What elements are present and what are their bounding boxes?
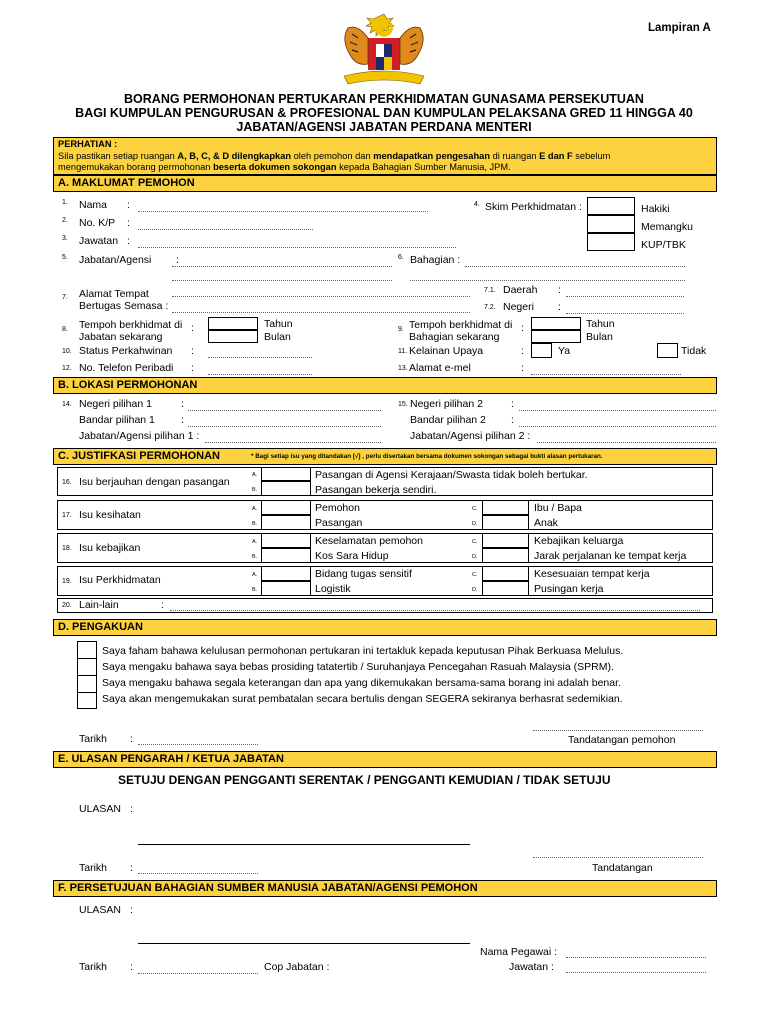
section-c-title: C. JUSTIFKASI PERMOHONAN bbox=[58, 450, 220, 462]
pengakuan-2-text: Saya mengaku bahawa saya bebas prosiding tatatertib / Suruhanjaya Pencegahan Rasuah Malaysia (SPRM). bbox=[102, 661, 614, 673]
kelainan-label: Kelainan Upaya bbox=[409, 345, 484, 357]
isu-19a-text: Bidang tugas sensitif bbox=[315, 568, 412, 580]
isu-16b-text: Pasangan bekerja sendiri. bbox=[315, 484, 437, 496]
tempoh-bahagian-label-1: Tempoh berkhidmat di bbox=[409, 319, 513, 331]
isu-18a-text: Keselamatan pemohon bbox=[315, 535, 423, 547]
tarikh-field[interactable] bbox=[138, 973, 258, 974]
colon: : bbox=[130, 862, 133, 874]
item-number: 17. bbox=[62, 512, 72, 519]
colon: : bbox=[161, 599, 164, 611]
hakiki-label: Hakiki bbox=[641, 203, 670, 215]
form-title-line-1: BORANG PERMOHONAN PERTUKARAN PERKHIDMATAN GUNASAMA PERSEKUTUAN bbox=[124, 92, 644, 106]
kelainan-tidak-checkbox[interactable] bbox=[657, 343, 678, 358]
tempoh-bahagian-label-2: Bahagian sekarang bbox=[409, 331, 500, 343]
isu-16a-text: Pasangan di Agensi Kerajaan/Swasta tidak boleh bertukar. bbox=[315, 469, 588, 481]
item-number: 13. bbox=[398, 365, 408, 372]
section-e-header: E. ULASAN PENGARAH / KETUA JABATAN bbox=[53, 751, 717, 768]
perhatian-heading: PERHATIAN : bbox=[58, 139, 118, 149]
isu-16-label: Isu berjauhan dengan pasangan bbox=[79, 476, 230, 488]
item-number: 2. bbox=[62, 217, 68, 224]
isu-19d-text: Pusingan kerja bbox=[534, 583, 604, 595]
telefon-label: No. Telefon Peribadi bbox=[79, 362, 174, 374]
ulasan-label: ULASAN bbox=[79, 904, 122, 916]
option-letter: C. bbox=[472, 572, 478, 578]
isu-17a-checkbox[interactable] bbox=[261, 500, 311, 515]
isu-18d-checkbox[interactable] bbox=[482, 548, 529, 563]
colon: : bbox=[181, 398, 184, 410]
setuju-options[interactable]: SETUJU DENGAN PENGGANTI SERENTAK / PENGGANTI KEMUDIAN / TIDAK SETUJU bbox=[118, 773, 611, 787]
negeri-pilihan-2-label: Negeri pilihan 2 bbox=[410, 398, 483, 410]
option-letter: C. bbox=[472, 539, 478, 545]
alamat-label-2: Bertugas Semasa : bbox=[79, 300, 169, 312]
pengakuan-4-checkbox[interactable] bbox=[77, 692, 97, 709]
colon: : bbox=[511, 414, 514, 426]
nama-label: Nama bbox=[79, 199, 108, 211]
tarikh-field[interactable] bbox=[138, 744, 258, 745]
kp-field[interactable] bbox=[138, 229, 313, 230]
pengakuan-3-checkbox[interactable] bbox=[77, 675, 97, 693]
kup-checkbox[interactable] bbox=[587, 233, 635, 251]
alamat-field[interactable] bbox=[172, 296, 470, 297]
item-number: 12. bbox=[62, 365, 72, 372]
pengakuan-1-text: Saya faham bahawa kelulusan permohonan pertukaran ini tertakluk kepada keputusan Pihak Berkuasa Melulus. bbox=[102, 645, 624, 657]
colon: : bbox=[127, 199, 130, 211]
alamat-label-1: Alamat Tempat bbox=[79, 288, 149, 300]
signature-label: Tandatangan bbox=[592, 862, 653, 874]
jabatan-pilihan-2-field[interactable] bbox=[537, 442, 716, 443]
jabatan-label: Jabatan/Agensi bbox=[79, 254, 152, 266]
memangku-checkbox[interactable] bbox=[587, 215, 635, 233]
item-number: 11. bbox=[398, 348, 408, 355]
colon: : bbox=[127, 217, 130, 229]
jabatan-pilihan-1-label: Jabatan/Agensi pilihan 1 : bbox=[79, 430, 200, 442]
negeri-pilihan-1-label: Negeri pilihan 1 bbox=[79, 398, 152, 410]
nama-pegawai-field[interactable] bbox=[566, 957, 706, 958]
pengakuan-1-checkbox[interactable] bbox=[77, 641, 97, 659]
kup-label: KUP/TBK bbox=[641, 239, 686, 251]
jabatan-pilihan-1-field[interactable] bbox=[205, 442, 381, 443]
bahagian-field-2[interactable] bbox=[410, 280, 685, 281]
tarikh-field[interactable] bbox=[138, 873, 258, 874]
tempoh-jabatan-label-2: Jabatan sekarang bbox=[79, 331, 163, 343]
colon: : bbox=[191, 362, 194, 374]
colon: : bbox=[521, 362, 524, 374]
colon: : bbox=[511, 398, 514, 410]
option-letter: B. bbox=[252, 587, 258, 593]
colon: : bbox=[191, 322, 194, 334]
isu-17b-text: Pasangan bbox=[315, 517, 363, 529]
jawatan-label: Jawatan bbox=[79, 235, 119, 247]
bulan-label: Bulan bbox=[264, 331, 291, 343]
item-number: 7.1. bbox=[484, 287, 496, 294]
item-number: 6. bbox=[398, 254, 404, 261]
jabatan-field[interactable] bbox=[172, 266, 392, 267]
isu-17-label: Isu kesihatan bbox=[79, 509, 141, 521]
bandar-pilihan-1-label: Bandar pilihan 1 bbox=[79, 414, 155, 426]
tahun-label: Tahun bbox=[586, 318, 615, 330]
tarikh-label: Tarikh bbox=[79, 733, 108, 745]
colon: : bbox=[176, 254, 179, 266]
item-number: 4. bbox=[474, 201, 480, 208]
signature-line[interactable] bbox=[533, 730, 703, 731]
cop-jabatan-label: Cop Jabatan : bbox=[264, 961, 330, 973]
item-number: 20. bbox=[62, 602, 72, 609]
bulan-label: Bulan bbox=[586, 331, 613, 343]
daerah-field[interactable] bbox=[566, 296, 684, 297]
section-b-header: B. LOKASI PERMOHONAN bbox=[53, 377, 717, 394]
bahagian-label: Bahagian : bbox=[410, 254, 461, 266]
item-number: 3. bbox=[62, 235, 68, 242]
colon: : bbox=[130, 733, 133, 745]
item-number: 19. bbox=[62, 578, 72, 585]
isu-19c-checkbox[interactable] bbox=[482, 566, 529, 581]
ulasan-label: ULASAN bbox=[79, 803, 122, 815]
telefon-field[interactable] bbox=[208, 374, 312, 375]
nama-field[interactable] bbox=[138, 211, 428, 212]
negeri-pilihan-1-field[interactable] bbox=[188, 410, 381, 411]
isu-19d-checkbox[interactable] bbox=[482, 581, 529, 596]
section-c-note: * Bagi setiap isu yang ditandakan [√] , perlu disertakan bersama dokumen sokongan sebagai bukti alasan pertukaran. bbox=[251, 453, 603, 460]
section-c-header bbox=[53, 448, 717, 465]
form-title-line-3: JABATAN/AGENSI JABATAN PERDANA MENTERI bbox=[236, 120, 532, 134]
item-number: 7.2. bbox=[484, 304, 496, 311]
isu-18c-checkbox[interactable] bbox=[482, 533, 529, 548]
tempoh-jabatan-tahun-box[interactable] bbox=[208, 317, 258, 330]
signature-line[interactable] bbox=[533, 857, 703, 858]
ya-label: Ya bbox=[558, 345, 571, 357]
daerah-label: Daerah bbox=[503, 284, 538, 296]
isu-16b-checkbox[interactable] bbox=[261, 481, 311, 496]
tempoh-jabatan-label-1: Tempoh berkhidmat di bbox=[79, 319, 183, 331]
option-letter: A. bbox=[252, 539, 258, 545]
alamat-field-2[interactable] bbox=[172, 312, 470, 313]
colon: : bbox=[558, 301, 561, 313]
skim-label: Skim Perkhidmatan : bbox=[485, 201, 582, 213]
bandar-pilihan-2-field[interactable] bbox=[519, 426, 716, 427]
isu-19b-checkbox[interactable] bbox=[261, 581, 311, 596]
isu-18b-checkbox[interactable] bbox=[261, 548, 311, 563]
isu-17c-text: Ibu / Bapa bbox=[534, 502, 582, 514]
jawatan-label: Jawatan : bbox=[509, 961, 554, 973]
pengakuan-4-text: Saya akan mengemukakan surat pembatalan secara bertulis dengan SEGERA sekiranya berhasrat sedemikian. bbox=[102, 693, 623, 705]
jawatan-field[interactable] bbox=[566, 972, 706, 973]
tempoh-bahagian-tahun-box[interactable] bbox=[531, 317, 581, 330]
isu-18-label: Isu kebajikan bbox=[79, 542, 141, 554]
emel-label: Alamat e-mel bbox=[409, 362, 471, 374]
item-number: 16. bbox=[62, 479, 72, 486]
isu-17d-text: Anak bbox=[534, 517, 558, 529]
isu-20-label: Lain-lain bbox=[79, 599, 119, 611]
item-number: 8. bbox=[62, 326, 68, 333]
jabatan-pilihan-2-label: Jabatan/Agensi pilihan 2 : bbox=[410, 430, 531, 442]
lampiran-label: Lampiran A bbox=[648, 22, 711, 34]
isu-18c-text: Kebajikan keluarga bbox=[534, 535, 624, 547]
perhatian-box bbox=[53, 137, 717, 175]
negeri-pilihan-2-field[interactable] bbox=[519, 410, 716, 411]
signature-label: Tandatangan pemohon bbox=[568, 734, 676, 746]
emel-field[interactable] bbox=[531, 374, 681, 375]
colon: : bbox=[191, 345, 194, 357]
colon: : bbox=[521, 345, 524, 357]
item-number: 15. bbox=[398, 401, 408, 408]
section-d-header: D. PENGAKUAN bbox=[53, 619, 717, 636]
item-number: 14. bbox=[62, 401, 72, 408]
item-number: 10. bbox=[62, 348, 72, 355]
option-letter: A. bbox=[252, 472, 258, 478]
negeri-label: Negeri bbox=[503, 301, 534, 313]
isu-17d-checkbox[interactable] bbox=[482, 515, 529, 530]
option-letter: B. bbox=[252, 554, 258, 560]
item-number: 7. bbox=[62, 294, 68, 301]
isu-19a-checkbox[interactable] bbox=[261, 566, 311, 581]
bandar-pilihan-1-field[interactable] bbox=[188, 426, 381, 427]
tempoh-bahagian-bulan-box[interactable] bbox=[531, 330, 581, 343]
nama-pegawai-label: Nama Pegawai : bbox=[480, 946, 558, 958]
option-letter: D. bbox=[472, 554, 478, 560]
coat-of-arms-emblem bbox=[338, 12, 430, 90]
item-number: 1. bbox=[62, 199, 68, 206]
ulasan-field[interactable] bbox=[138, 844, 470, 845]
jawatan-field[interactable] bbox=[138, 247, 456, 248]
option-letter: A. bbox=[252, 572, 258, 578]
section-a-header: A. MAKLUMAT PEMOHON bbox=[53, 175, 717, 192]
form-title-line-2: BAGI KUMPULAN PENGURUSAN & PROFESIONAL DAN KUMPULAN PELAKSANA GRED 11 HINGGA 40 bbox=[75, 106, 693, 120]
isu-17-row bbox=[57, 500, 713, 530]
perhatian-text-1: Sila pastikan setiap ruangan A, B, C, & D dilengkapkan oleh pemohon dan mendapatkan pengesahan di ruangan E dan F sebelum bbox=[58, 150, 611, 161]
bahagian-field[interactable] bbox=[465, 266, 685, 267]
perhatian-text-2: mengemukakan borang permohonan beserta dokumen sokongan kepada Bahagian Sumber Manusia, JPM. bbox=[58, 162, 511, 172]
section-f-header: F. PERSETUJUAN BAHAGIAN SUMBER MANUSIA JABATAN/AGENSI PEMOHON bbox=[53, 880, 717, 897]
option-letter: C. bbox=[472, 506, 478, 512]
item-number: 5. bbox=[62, 254, 68, 261]
pengakuan-3-text: Saya mengaku bahawa segala keterangan dan apa yang dikemukakan bersama-sama borang ini adalah benar. bbox=[102, 677, 621, 689]
ulasan-field[interactable] bbox=[138, 943, 470, 944]
isu-17b-checkbox[interactable] bbox=[261, 515, 311, 530]
isu-19b-text: Logistik bbox=[315, 583, 351, 595]
tarikh-label: Tarikh bbox=[79, 862, 108, 874]
colon: : bbox=[130, 961, 133, 973]
bandar-pilihan-2-label: Bandar pilihan 2 bbox=[410, 414, 486, 426]
isu-16a-checkbox[interactable] bbox=[261, 467, 311, 481]
colon: : bbox=[521, 322, 524, 334]
isu-18d-text: Jarak perjalanan ke tempat kerja bbox=[534, 550, 687, 562]
isu-19c-text: Kesesuaian tempat kerja bbox=[534, 568, 650, 580]
colon: : bbox=[558, 284, 561, 296]
tarikh-label: Tarikh bbox=[79, 961, 108, 973]
lain-lain-field[interactable] bbox=[170, 610, 700, 611]
tahun-label: Tahun bbox=[264, 318, 293, 330]
kp-label: No. K/P bbox=[79, 217, 116, 229]
isu-18b-text: Kos Sara Hidup bbox=[315, 550, 389, 562]
colon: : bbox=[130, 803, 133, 815]
pengakuan-2-checkbox[interactable] bbox=[77, 658, 97, 676]
colon: : bbox=[130, 904, 133, 916]
status-field[interactable] bbox=[208, 357, 312, 358]
hakiki-checkbox[interactable] bbox=[587, 197, 635, 215]
isu-18a-checkbox[interactable] bbox=[261, 533, 311, 548]
kelainan-ya-checkbox[interactable] bbox=[531, 343, 552, 358]
jabatan-field-2[interactable] bbox=[172, 280, 392, 281]
tempoh-jabatan-bulan-box[interactable] bbox=[208, 330, 258, 343]
isu-19-label: Isu Perkhidmatan bbox=[79, 574, 161, 586]
colon: : bbox=[181, 414, 184, 426]
status-label: Status Perkahwinan bbox=[79, 345, 173, 357]
isu-17a-text: Pemohon bbox=[315, 502, 360, 514]
memangku-label: Memangku bbox=[641, 221, 693, 233]
option-letter: B. bbox=[252, 487, 258, 493]
item-number: 9. bbox=[398, 326, 404, 333]
tidak-label: Tidak bbox=[681, 345, 707, 357]
option-letter: D. bbox=[472, 521, 478, 527]
option-letter: D. bbox=[472, 587, 478, 593]
isu-17c-checkbox[interactable] bbox=[482, 500, 529, 515]
option-letter: A. bbox=[252, 506, 258, 512]
option-letter: B. bbox=[252, 521, 258, 527]
negeri-field[interactable] bbox=[566, 313, 684, 314]
item-number: 18. bbox=[62, 545, 72, 552]
colon: : bbox=[127, 235, 130, 247]
